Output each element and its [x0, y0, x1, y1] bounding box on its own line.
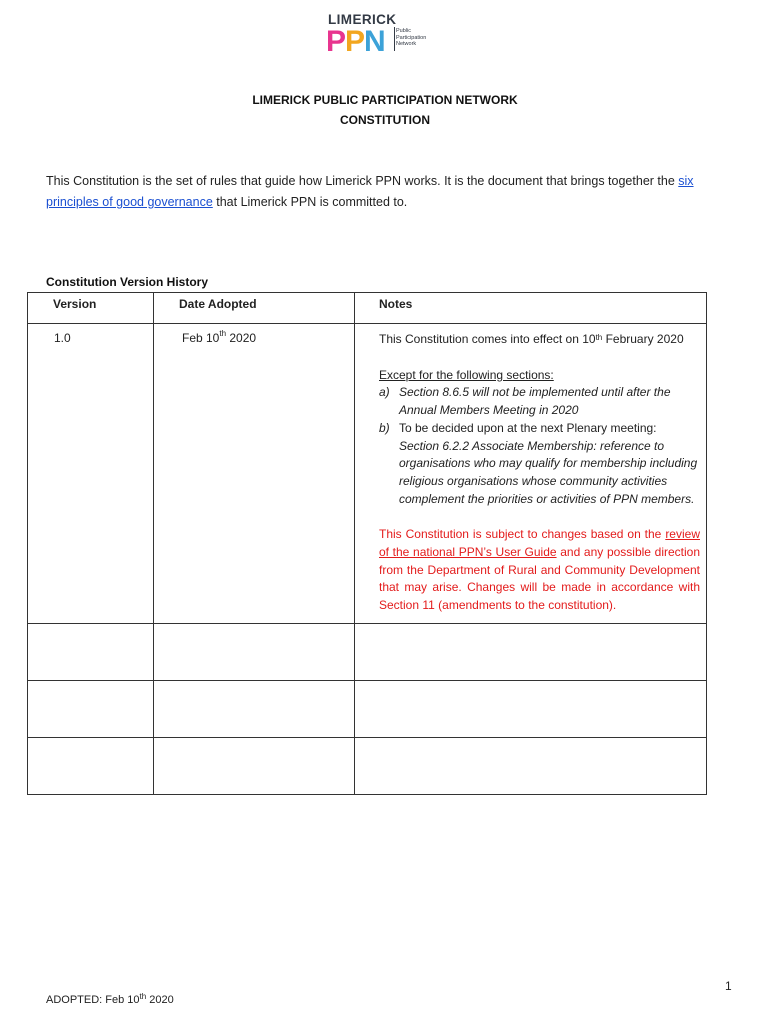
table-row [28, 623, 707, 680]
version-history-table [27, 292, 707, 795]
list-item: b) To be decided upon at the next Plenary meeting: Section 6.2.2 Associate Membership: reference to organisations who may qualify for membership including religious organisations whose community activities complement the priorities or activities of PPN members. [379, 420, 698, 506]
list-item: a) Section 8.6.5 will not be implemented until after the Annual Members Meeting in 2020 [379, 385, 671, 418]
page-number: 1 [725, 979, 732, 993]
notes-cell [355, 324, 707, 624]
column-header-version: Version [28, 293, 154, 324]
adopted-footer: ADOPTED: Feb 10th 2020 [46, 992, 174, 1006]
intro-paragraph: This Constitution is the set of rules that guide how Limerick PPN works. It is the document that brings together the six principles of good governance that Limerick PPN is committed to. [46, 174, 694, 209]
version-history-heading: Constitution Version History [46, 275, 209, 289]
table-row [28, 680, 707, 737]
document-title-line2: CONSTITUTION [340, 113, 430, 127]
table-row [28, 324, 707, 624]
logo-wordmark: LIMERICK [328, 12, 397, 27]
user-guide-review-link[interactable]: review of the national PPN’s User Guide [379, 527, 700, 560]
column-header-notes: Notes [355, 293, 707, 324]
limerick-ppn-logo [326, 12, 436, 58]
six-principles-link[interactable]: six principles of good governance [46, 174, 694, 209]
date-adopted-cell: Feb 10th 2020 [154, 324, 355, 624]
effect-date-note: This Constitution comes into effect on 10th February 2020 [379, 332, 684, 346]
table-row [28, 737, 707, 794]
column-header-date-adopted: Date Adopted [154, 293, 355, 324]
logo-ppn-letters: PPN [326, 25, 385, 58]
version-cell: 1.0 [28, 324, 154, 624]
amendment-notice: This Constitution is subject to changes based on the review of the national PPN’s User Guide and any possible direction from the Department of Rural and Community Development that may arise. Changes will be made in accordance with Section 11 (amendments to the constitution). [379, 527, 700, 613]
exceptions-heading: Except for the following sections: [379, 367, 554, 382]
exceptions-list [379, 384, 700, 508]
logo-divider [394, 27, 395, 51]
logo-subtitle: Public Participation Network [396, 28, 427, 47]
document-title-line1: LIMERICK PUBLIC PARTICIPATION NETWORK [252, 93, 518, 107]
